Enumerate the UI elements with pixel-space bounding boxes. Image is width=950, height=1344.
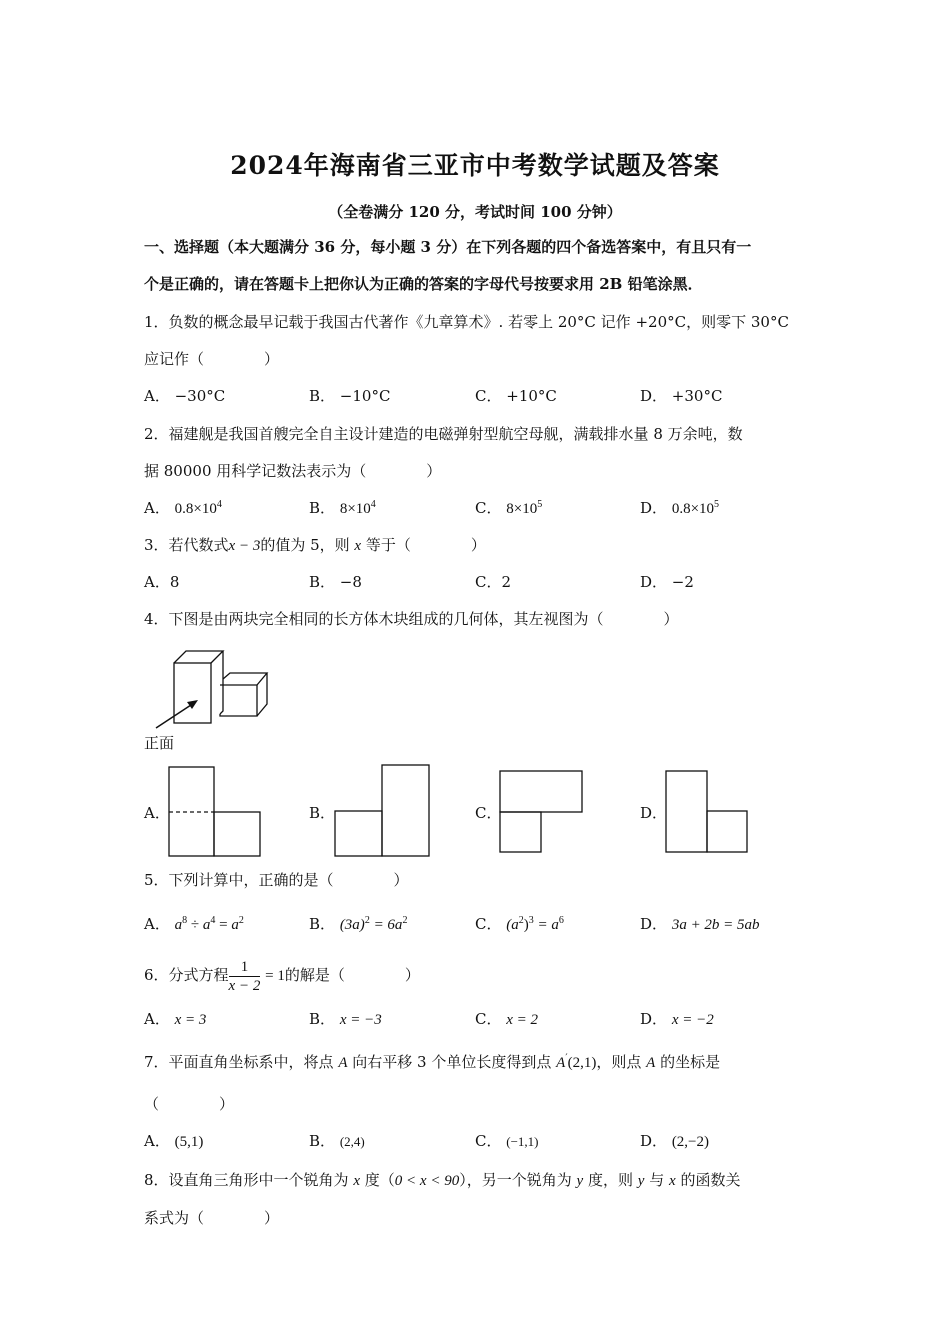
q3-option-d: D． −2 xyxy=(640,573,694,591)
page-subtitle: （全卷满分 120 分，考试时间 100 分钟） xyxy=(328,203,622,221)
page-title: 2024年海南省三亚市中考数学试题及答案 xyxy=(230,151,720,180)
q4-option-c-label: C． xyxy=(475,804,502,822)
q6-option-d: D． x = −2 xyxy=(640,1010,714,1028)
q3-line1: 3．若代数式x − 3的值为 5，则 x 等于（ ） xyxy=(144,536,486,554)
q4-option-a-figure xyxy=(168,766,262,858)
q3-option-c: C．2 xyxy=(475,573,512,591)
view-arrow xyxy=(156,703,194,728)
q7-option-a: A． (5,1) xyxy=(144,1132,204,1150)
q1-line1: 1．负数的概念最早记载于我国古代著作《九章算术》. 若零上 20°C 记作 +20°C，则零下 30°C xyxy=(144,313,789,331)
q4-option-d-label: D． xyxy=(640,804,668,822)
q2-line2: 据 80000 用科学记数法表示为（ ） xyxy=(144,462,442,480)
q1-line2: 应记作（ ） xyxy=(144,350,280,368)
q2-option-c: C． $8\times 10^5$ xyxy=(475,499,543,517)
q6-fraction: $\frac{1}{x - 2}$ xyxy=(228,958,261,994)
q4-option-c-figure xyxy=(499,770,585,854)
q2-line1: 2．福建舰是我国首艘完全自主设计建造的电磁弹射型航空母舰，满载排水量 8 万余吨，数 xyxy=(144,425,743,443)
q6-line1: 6．分式方程 $\frac{1}{x - 2}$ = 1的解是（ ） xyxy=(144,958,420,994)
q8-line1: 8．设直角三角形中一个锐角为 x 度（0 < x < 90），另一个锐角为 y 度，则 y 与 x 的函数关 xyxy=(144,1171,741,1189)
q1-option-c: C． +10°C xyxy=(475,387,557,405)
q1-option-a: A． −30°C xyxy=(144,387,226,405)
q4-line1: 4．下图是由两块完全相同的长方体木块组成的几何体，其左视图为（ ） xyxy=(144,610,679,628)
q3-option-a: A．8 xyxy=(144,573,180,591)
q7-option-c: C． (−1,1) xyxy=(475,1132,539,1150)
q7-option-d: D． (2,−2) xyxy=(640,1132,710,1150)
view-arrow-head xyxy=(187,700,198,709)
q5-option-a: A． $a^8 \div a^4 = a^2$ xyxy=(144,915,244,933)
q4-front-label: 正面 xyxy=(144,734,175,752)
tall-block-top xyxy=(174,651,223,663)
q1-option-b: B． −10°C xyxy=(309,387,391,405)
q5-option-c: C． $(a^2)^3 = a^6$ xyxy=(475,915,564,933)
q5-option-b: B． $(3a)^2 = 6a^2$ xyxy=(309,915,408,933)
q5-option-d: D． 3a + 2b = 5ab xyxy=(640,915,760,933)
q4-option-b-figure xyxy=(334,764,432,858)
q7-line1: 7．平面直角坐标系中，将点 A 向右平移 3 个单位长度得到点 A′(2,1)，则点 A 的坐标是 xyxy=(144,1053,721,1071)
q8-line2: 系式为（ ） xyxy=(144,1209,280,1227)
q7-line2: （ ） xyxy=(144,1095,235,1113)
small-block-top xyxy=(223,673,267,685)
q4-option-b-label: B． xyxy=(309,804,336,822)
q6-option-b: B． x = −3 xyxy=(309,1010,382,1028)
q5-line1: 5．下列计算中，正确的是（ ） xyxy=(144,871,409,889)
tall-block-side xyxy=(220,651,223,714)
section-instructions-line2: 个是正确的，请在答题卡上把你认为正确的答案的字母代号按要求用 2B 铅笔涂黑． xyxy=(144,275,703,293)
small-block-front xyxy=(220,685,257,716)
q3-option-b: B． −8 xyxy=(309,573,362,591)
q6-option-a: A． x = 3 xyxy=(144,1010,207,1028)
q2-option-d: D． $0.8\times 10^5$ xyxy=(640,499,720,517)
q2-option-a: A． $0.8\times 10^4$ xyxy=(144,499,222,517)
q6-option-c: C． x = 2 xyxy=(475,1010,539,1028)
q4-option-d-figure xyxy=(665,770,751,854)
q2-option-b: B． $8\times 10^4$ xyxy=(309,499,376,517)
section-instructions-line1: 一、选择题（本大题满分 36 分，每小题 3 分）在下列各题的四个备选答案中，有且只有一 xyxy=(144,238,752,256)
q1-option-d: D． +30°C xyxy=(640,387,723,405)
q4-option-a-label: A． xyxy=(144,804,170,822)
q7-option-b: B． (2,4) xyxy=(309,1132,365,1150)
q4-solid-figure xyxy=(150,645,280,735)
tall-block-front xyxy=(174,663,211,723)
